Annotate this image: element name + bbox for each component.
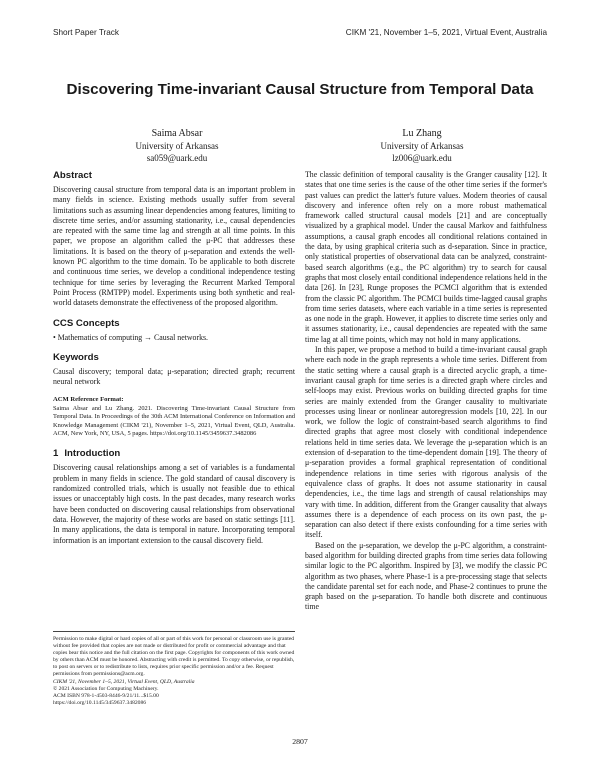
introduction-section [53,448,295,545]
author-affiliation: University of Arkansas [380,141,464,151]
acm-reference-label: ACM Reference Format: [53,396,124,404]
author-block-2 [322,128,522,164]
author-name: Saima Absar [151,128,203,139]
permission-notice: Permission to make digital or hard copies of all or part of this work for personal or classroom use is granted without fee provided that copies are not made or distributed for profit or commercial advantage and that copies bear this notice and the full citation on the first page. Copyrights for components of this work owned by others than ACM must be honored. Abstracting with credit is permitted. To copy otherwise, or republish, to post on servers or to redistribute to lists, requires prior specific permission and/or a fee. Request permissions from permissions@acm.org. [53,636,295,678]
isbn-line: ACM ISBN 978-1-4503-8446-9/21/11...$15.00 [53,692,159,699]
author-block-1 [77,128,277,164]
author-email: sa059@uark.edu [146,153,208,163]
body-paragraph: Based on the μ-separation, we develop the μ-PC algorithm, a constraint-based algorithm for building directed graphs from time series data following similar logic to the PC algorithm. Inspired by [3], we modify the classic PC algorithm as two phases, where Phase-1 is a pre-processing stage that selects the candidate parental set for each node, and Phase-2 continues to prune the graph based on the μ-separation. To handle both discrete and continuous time [305,540,547,612]
doi-link[interactable]: https://doi.org/10.1145/3459637.3482086 [53,699,147,706]
abstract-heading: Abstract [53,170,92,181]
running-header-left: Short Paper Track [53,28,119,37]
page-number: 2807 [292,737,308,746]
left-column [53,170,295,555]
introduction-heading [53,448,295,460]
right-column [305,170,547,613]
author-email: lz006@uark.edu [392,153,452,163]
acm-reference [53,396,295,438]
conference-line: CIKM '21, November 1–5, 2021, Virtual Event, QLD, Australia [53,678,195,685]
section-number: 1 [53,448,59,460]
introduction-text: Discovering causal relationships among a set of variables is a fundamental problem in many fields in science. The gold standard of causal discovery is randomized controlled trials, which is usually not feasible due to ethical issues or unacceptably high costs. In the past decades, many research works have been conducted on discovering causal relationships from observational data. However, the majority of these works are based on static settings [11]. In many applications, the data is temporal in nature. Incorporating temporal information is an important extension to the causal discovery field. [53,463,295,545]
paper-title: Discovering Time-invariant Causal Structure from Temporal Data [66,81,534,98]
author-affiliation: University of Arkansas [135,141,219,151]
acm-reference-text: Saima Absar and Lu Zhang. 2021. Discovering Time-invariant Causal Structure from Temporal Data. In Proceedings of the 30th ACM International Conference on Information and Knowledge Management (CIKM '21), November 1–5, 2021, Virtual Event, QLD, Australia. ACM, New York, NY, USA, 5 pages. https://doi.org/10.1145/3459637.3482086 [53,404,295,438]
ccs-heading: CCS Concepts [53,317,120,329]
copyright-line: © 2021 Association for Computing Machinery. [53,685,159,692]
author-name: Lu Zhang [402,128,442,139]
abstract-text: Discovering causal structure from temporal data is an important problem in many fields in science. Existing methods usually suffer from several limitations such as assuming linear dependencies among features, limiting to discrete time series, and/or assuming stationarity, i.e., causal dependencies are repeated with the same time lag and strength at all time points. In this paper, we propose an algorithm called the μ-PC that addresses these limitations. It is based on the theory of μ-separation and extends the well-known PC algorithm to the time domain. To be applicable to both discrete and continuous time series, we develop a conditional independence testing technique for time series by leveraging the Recurrent Marked Temporal Point Process (RMTPP) model. Experiments using both synthetic and real-world datasets demonstrate the effectiveness of the proposed algorithm. [53,185,295,308]
ccs-concepts: • Mathematics of computing → Causal networks. [53,332,209,342]
keywords-text: Causal discovery; temporal data; μ-separation; directed graph; recurrent neural network [53,366,295,387]
running-header-right: CIKM '21, November 1–5, 2021, Virtual Event, Australia [345,28,547,37]
copyright-footnote [53,631,295,707]
ccs-section [53,318,295,343]
abstract-section [53,170,295,309]
section-title: Introduction [64,448,121,460]
keywords-heading: Keywords [53,351,99,363]
body-paragraph: The classic definition of temporal causality is the Granger causality [12]. It states that one time series is the cause of the other time series if the former's past values can predict the latter's future values. Modern theories of causal discovery and inference often rely on a more robust mathematical framework called structural causal models [21] and are conceptually visualized by a graphical model. Under the causal Markov and faithfulness assumptions, a causal graph encodes all conditional relations contained in the data, by using graphical criteria such as d-separation. Since in practice, only statistical properties of observational data can be analyzed, constraint-based search algorithms (e.g., the PC algorithm) try to search for causal graphs that most closely entail conditional independence relations held in the data [26]. In [23], Runge proposes the PCMCI algorithm that is extended from the classic PC algorithm. The PCMCI builds time-lagged causal graphs from time series datasets, where each variable in a time series is represented as one node in the graph. However, it applies to discrete time series only and it assumes stationarity, i.e., causal dependencies are repeated with the same time lag at all time points, which may not hold in many applications. [305,170,547,344]
keywords-section [53,352,295,388]
body-paragraph: In this paper, we propose a method to build a time-invariant causal graph where each node in the graph represents a whole time series. Different from the static setting where a causal graph is a directed acyclic graph, a time-invariant causal graph for time series is a directed graph where circles and self-loops may exist. Previous works on building directed graphs for time series are mainly extended from the Granger causality to multivariate processes using linear or nonlinear autoregression models [10, 22]. In our work, we follow the logic of constraint-based search algorithms to find directed graphs that agree most closely with conditional independence relations held in time series data. We leverage the μ-separation which is an extension of d-separation to the time-dependent domain [19]. The theory of μ-separation provides a formal graphical representation of conditional independence relations in time series with rigorous analysis of the equivalence class of graphs. It does not assume stationarity in causal dependencies, i.e., the time lags and strength of causal relationships may vary with time. In addition, different from the Granger causality that always assumes there is a dependence of each process on its own past, the μ-separation can also detect if there exists confounding for a time series with itself. [305,345,547,540]
